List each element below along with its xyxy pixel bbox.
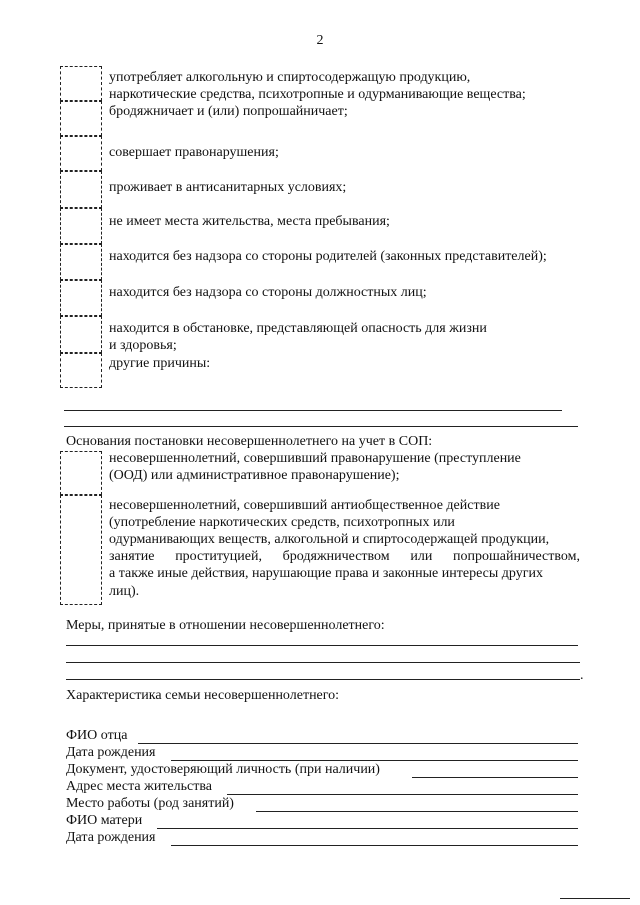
reason-text: находится в обстановке, представляющей опасность для жизни [109, 321, 487, 336]
ground-antisocial-text: а также иные действия, нарушающие права и законные интересы других [109, 566, 543, 581]
ground-antisocial-text: несовершеннолетний, совершивший антиобщественное действие [109, 498, 500, 513]
field-address-line[interactable] [227, 794, 578, 795]
checkbox-reason-unsanitary[interactable] [60, 171, 102, 208]
reason-text: наркотические средства, психотропные и одурманивающие вещества; [109, 87, 526, 102]
reason-text: находится без надзора со стороны должностных лиц; [109, 285, 427, 300]
reason-text: бродяжничает и (или) попрошайничает; [109, 104, 348, 119]
measures-end-mark: . [580, 668, 584, 683]
field-mother-name-line[interactable] [157, 828, 578, 829]
reason-text: и здоровья; [109, 338, 177, 353]
ground-antisocial-text: занятие проституцией, бродяжничеством или попрошайничеством, [109, 549, 580, 564]
checkbox-ground-antisocial[interactable] [60, 495, 102, 605]
field-mother-birthdate-label: Дата рождения [66, 830, 156, 845]
checkbox-reason-alcohol[interactable] [60, 66, 102, 101]
other-reasons-line[interactable] [64, 426, 578, 427]
measures-line[interactable] [66, 679, 580, 680]
field-workplace-label: Место работы (род занятий) [66, 796, 234, 811]
field-id-document-line[interactable] [412, 777, 578, 778]
checkbox-reason-no-residence[interactable] [60, 208, 102, 244]
measures-heading: Меры, принятые в отношении несовершеннолетнего: [66, 618, 385, 633]
ground-antisocial-text: одурманивающих веществ, алкогольной и спиртосодержащей продукции, [109, 532, 550, 547]
family-heading: Характеристика семьи несовершеннолетнего: [66, 688, 340, 703]
field-workplace-line[interactable] [256, 811, 578, 812]
page-bottom-rule [560, 898, 630, 899]
field-father-birthdate-label: Дата рождения [66, 745, 156, 760]
checkbox-reason-vagrancy[interactable] [60, 101, 102, 136]
field-mother-birthdate-line[interactable] [171, 845, 578, 846]
measures-line[interactable] [66, 662, 580, 663]
page-number: 2 [316, 33, 324, 48]
ground-offense-text: (ООД) или административное правонарушение); [109, 468, 400, 483]
checkbox-reason-danger[interactable] [60, 316, 102, 353]
reason-text: проживает в антисанитарных условиях; [109, 180, 347, 195]
reason-text: употребляет алкогольную и спиртосодержащую продукцию, [109, 70, 471, 85]
ground-antisocial-text: (употребление наркотических средств, психотропных или [109, 515, 455, 530]
other-reasons-line[interactable] [64, 410, 562, 411]
field-id-document-label: Документ, удостоверяющий личность (при наличии) [66, 762, 380, 777]
measures-line[interactable] [66, 645, 578, 646]
checkbox-reason-other[interactable] [60, 353, 102, 388]
field-father-name-label: ФИО отца [66, 728, 128, 743]
reason-text: находится без надзора со стороны родителей (законных представителей); [109, 249, 547, 264]
grounds-heading: Основания постановки несовершеннолетнего на учет в СОП: [66, 434, 433, 449]
checkbox-reason-no-official-supervision[interactable] [60, 280, 102, 316]
ground-offense-text: несовершеннолетний, совершивший правонарушение (преступление [109, 451, 521, 466]
checkbox-reason-no-parental-supervision[interactable] [60, 244, 102, 280]
reason-text: не имеет места жительства, места пребывания; [109, 214, 390, 229]
reason-text: другие причины: [109, 356, 211, 371]
ground-antisocial-text: лиц). [109, 584, 140, 599]
field-address-label: Адрес места жительства [66, 779, 212, 794]
reason-text: совершает правонарушения; [109, 145, 279, 160]
checkbox-ground-offense[interactable] [60, 451, 102, 495]
field-mother-name-label: ФИО матери [66, 813, 143, 828]
field-father-name-line[interactable] [138, 743, 578, 744]
checkbox-reason-offenses[interactable] [60, 136, 102, 171]
